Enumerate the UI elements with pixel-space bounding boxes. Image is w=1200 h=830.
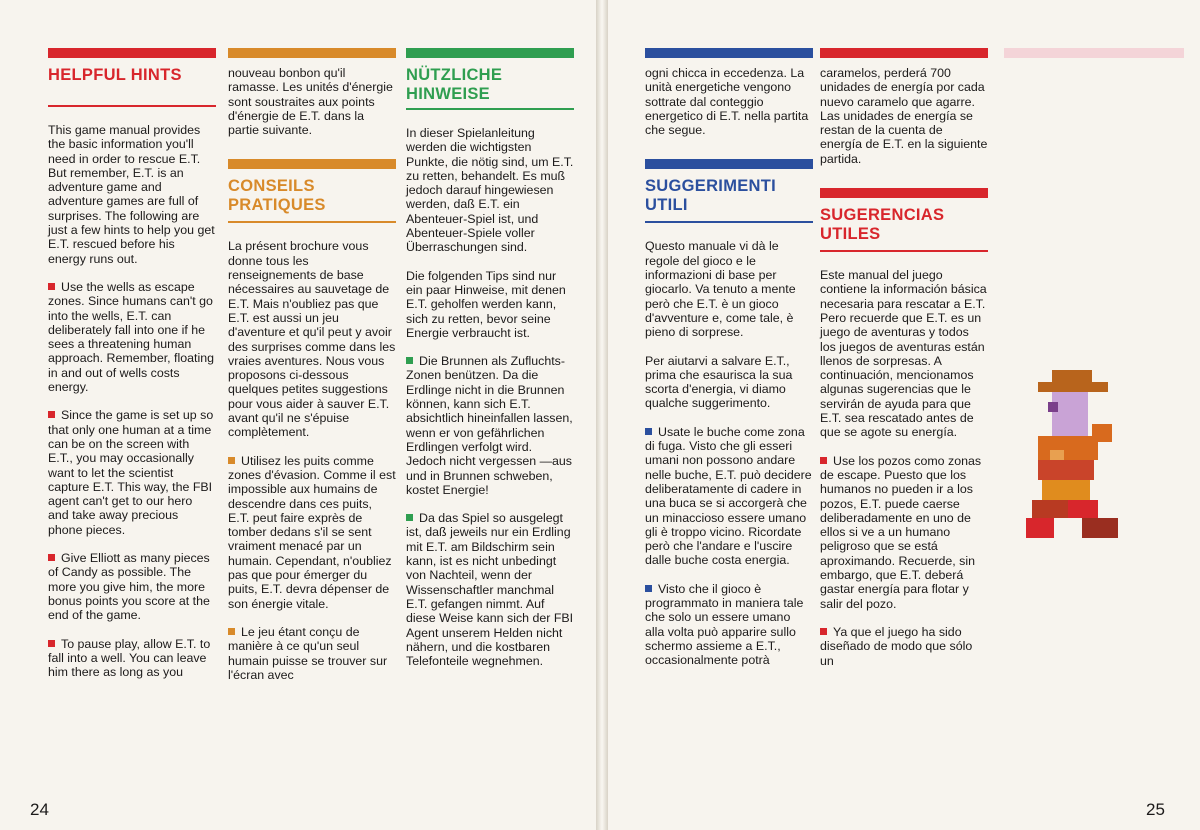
- hint-item: Since the game is set up so that only one human at a time can be on the screen with E.T., you may occasionally want to let the scientist capture E.T. This way, the FBI agent can't get to our hero and take away precious phone pieces.: [48, 408, 214, 537]
- square-bullet-icon: [48, 283, 55, 290]
- column-italian: [645, 48, 813, 682]
- tips-paragraph: Die folgenden Tips sind nur ein paar Hinweise, mit denen E.T. geholfen werden kann, sich zu retten, bevor seine Energie verbraucht ist.: [406, 268, 566, 340]
- heading-rule: [406, 108, 574, 110]
- square-bullet-icon: [228, 628, 235, 635]
- hint-item: To pause play, allow E.T. to fall into a well. You can leave him there as long as you: [48, 636, 211, 680]
- heading-rule: [820, 250, 988, 252]
- heading-rule: [645, 221, 813, 223]
- heading-nuetzliche-hinweise: NÜTZLICHE HINWEISE: [406, 66, 503, 103]
- heading-suggerimenti-utili: SUGGERIMENTI UTILI: [645, 177, 777, 215]
- color-bar-orange: [228, 159, 396, 169]
- heading-sugerencias-utiles: SUGERENCIAS UTILES: [820, 206, 945, 244]
- column-english: [48, 48, 216, 693]
- color-bar-red: [820, 48, 988, 58]
- square-bullet-icon: [820, 628, 827, 635]
- help-paragraph: Per aiutarvi a salvare E.T., prima che esaurisca la sua scorta d'energia, vi diamo qualche suggerimento.: [645, 353, 793, 411]
- faint-color-bar: [1004, 48, 1184, 58]
- fbi-agent-sprite-icon: [1022, 370, 1126, 540]
- heading-conseils-pratiques: CONSEILS PRATIQUES: [228, 177, 326, 215]
- square-bullet-icon: [820, 457, 827, 464]
- show-through-column: [1004, 48, 1184, 66]
- square-bullet-icon: [228, 457, 235, 464]
- color-bar-red: [48, 48, 216, 58]
- hint-item: Visto che il gioco è programmato in maniera tale che solo un essere umano alla volta può apparire sullo schermo assieme a E.T., occasionalmente potrà: [645, 581, 804, 668]
- color-bar-green: [406, 48, 574, 58]
- square-bullet-icon: [48, 411, 55, 418]
- continued-text: caramelos, perderá 700 unidades de energía por cada nuevo caramelo que agarre. Las unidades de energía se restan de la cuenta de energía de E.T. en la siguiente partida.: [820, 66, 988, 166]
- square-bullet-icon: [645, 585, 652, 592]
- hint-item: Use los pozos como zonas de escape. Puesto que los humanos no pueden ir a los pozos, E.T. puede caerse deliberadamente en uno de ellos si ve a un humano peligroso que se está aproximando. Recuerde, sin embargo, que E.T. deberá gastar energía para flotar y salir del pozo.: [820, 453, 982, 611]
- intro-paragraph: Este manual del juego contiene la información básica necesaria para rescatar a E.T. Pero recuerde que E.T. es un juego de aventuras y todos los juegos de aventuras están llenos de sorpresas. A continuación, mencionamos algunas sugerencias que le servirán de ayuda para que E.T. sea rescatado antes de que se agote su energía.: [820, 268, 987, 440]
- hint-item: Utilisez les puits comme zones d'évasion. Comme il est impossible aux humains de descendre dans ces puits, E.T. peut faire exprès de tomber dedans s'il se sent vraiment menacé par un humain. Cependant, n'oubliez pas que pour émerger du puits, E.T. devra dépenser de son énergie vitale.: [228, 453, 396, 611]
- book-gutter: [596, 0, 608, 830]
- color-bar-blue: [645, 48, 813, 58]
- heading-rule: [48, 105, 216, 107]
- square-bullet-icon: [48, 640, 55, 647]
- square-bullet-icon: [406, 357, 413, 364]
- hint-item: Die Brunnen als Zufluchts-Zonen benützen. Da die Erdlinge nicht in die Brunnen können, kann sich E.T. absichtlich hineinfallen lassen, wenn er von gefährlichen Erdlingen verfolgt wird. Jedoch nicht vergessen —aus und in Brunnen schweben, kostet Energie!: [406, 354, 573, 497]
- intro-paragraph: Questo manuale vi dà le regole del gioco e le informazioni di base per giocarlo. Va tenuto a mente però che E.T. è un gioco d'avventure e, come tale, è pieno di sorprese.: [645, 239, 796, 340]
- heading-helpful-hints: HELPFUL HINTS: [48, 66, 182, 84]
- column-german: [406, 48, 574, 682]
- color-bar-blue: [645, 159, 813, 169]
- hint-item: Use the wells as escape zones. Since humans can't go into the wells, E.T. can deliberately fall into one if he sees a threatening human approach. Remember, floating in and out of wells costs energy.: [48, 279, 214, 395]
- square-bullet-icon: [645, 428, 652, 435]
- hint-item: Ya que el juego ha sido diseñado de modo que sólo un: [820, 624, 973, 668]
- hint-item: Give Elliott as many pieces of Candy as possible. The more you give him, the more bonus points you score at the end of the game.: [48, 551, 210, 623]
- intro-paragraph: This game manual provides the basic information you'll need in order to rescue E.T. But remember, E.T. is an adventure game and adventure games are full of surprises. The following are just a few hints to help you get E.T. rescued before his energy runs out.: [48, 123, 215, 266]
- heading-rule: [228, 221, 396, 223]
- column-french: [228, 48, 396, 696]
- continued-text: nouveau bonbon qu'il ramasse. Les unités d'énergie sont soustraites aux points d'énergie de E.T. dans la partie suivante.: [228, 66, 393, 138]
- square-bullet-icon: [48, 554, 55, 561]
- color-bar-red: [820, 188, 988, 198]
- page-number-right: 25: [1146, 800, 1165, 819]
- square-bullet-icon: [406, 514, 413, 521]
- page-number-left: 24: [30, 800, 49, 819]
- continued-text: ogni chicca in eccedenza. La unità energetiche vengono sottrate dal conteggio energetico di E.T. nella partita che segue.: [645, 66, 809, 138]
- hint-item: Usate le buche come zona di fuga. Visto che gli esseri umani non possono andare nelle buche, E.T. può decidere deliberatamente di cadere in una buca se si accorgerà che un minaccioso essere umano gli è troppo vicino. Ricordate però che l'andare e l'uscire dalle buche costa energia.: [645, 424, 812, 568]
- color-bar-orange: [228, 48, 396, 58]
- column-spanish: [820, 48, 988, 682]
- hint-item: Le jeu étant conçu de manière à ce qu'un seul humain puisse se trouver sur l'écran avec: [228, 624, 388, 682]
- intro-paragraph: La présent brochure vous donne tous les renseignements de base nécessaires au sauvetage de E.T. Mais n'oubliez pas que E.T. est aussi un jeu d'aventure et qu'il peut y avoir des surprises comme dans les vraies aventures. Nous vous proposons ci-dessous quelques petites suggestions pour vous aider à sauver E.T. avant qu'il ne s'épuise complètement.: [228, 239, 396, 440]
- intro-paragraph: In dieser Spielanleitung werden die wichtigsten Punkte, die nötig sind, um E.T. zu retten, behandelt. Es muß jedoch darauf hingewiesen werden, daß E.T. ein Abenteuer-Spiel ist, und Abenteuer-Spiele voller Überraschungen sind.: [406, 126, 574, 255]
- hint-item: Da das Spiel so ausgelegt ist, daß jeweils nur ein Erdling mit E.T. am Bildschirm sein kann, ist es nicht unbedingt von Nachteil, wenn der Wissenschaftler manchmal E.T. gefangen nimmt. Auf diese Weise kann sich der FBI Agent unserem Helden nicht nähern, und die kostbaren Telefonteile wegnehmen.: [406, 511, 574, 669]
